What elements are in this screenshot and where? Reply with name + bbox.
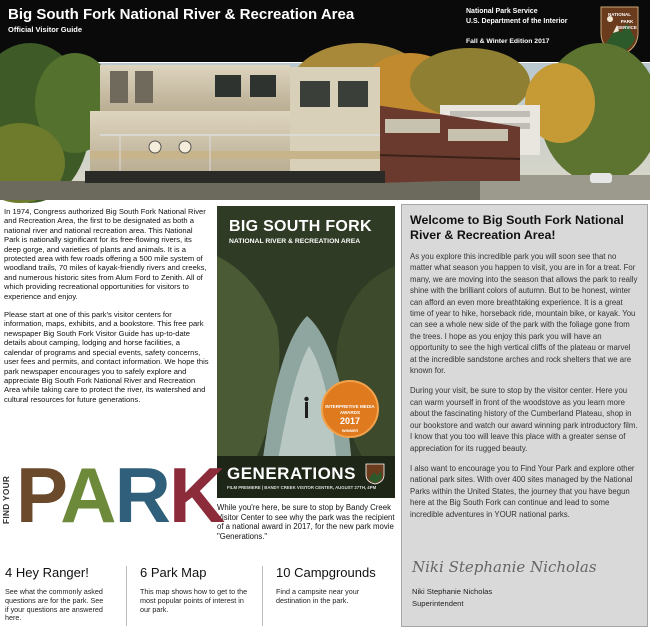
- superintendent-title: Superintendent: [412, 599, 464, 608]
- welcome-paragraph: As you explore this incredible park you will soon see that no matter what season you happen to visit, you are in for a treat. For many, we are moving into the season that allows the park to really shine with the brilliant colors of autumn. But to be honest, winter can afford an even more breathtaking experience. It is a great time of year to hike, horseback ride, mountain bike, or kayak. You can see a whole new side of the park with the foliage gone from the trees. I hope as you enjoy this park you will have an opportunity to see the high vertical cliffs of the plateau or marvel at the incredible sandstone arches and rock shelters that we are known for.: [410, 252, 638, 376]
- intro-text: [4, 207, 209, 413]
- poster-caption-note: While you're here, be sure to stop by Bandy Creek Visitor Center to see why the park was the recipient of a national award in 2017, for the new park movie "Generations.": [217, 503, 395, 541]
- find-your-park-logo: [0, 450, 224, 539]
- newspaper-subtitle: Official Visitor Guide: [8, 25, 83, 34]
- poster-subtitle: NATIONAL RIVER & RECREATION AREA: [229, 238, 361, 245]
- teaser-heading: 6 Park Map: [140, 565, 207, 580]
- agency-block: [466, 7, 568, 27]
- poster-title: BIG SOUTH FORK: [229, 218, 372, 235]
- film-title: GENERATIONS: [227, 464, 356, 483]
- teaser-description: Find a campsite near your destination in the park.: [276, 587, 360, 605]
- nps-arrowhead-icon: [365, 463, 385, 485]
- film-premiere-caption: FILM PREMIERE | BANDY CREEK VISITOR CENTER, AUGUST 27TH, 4PM: [227, 485, 377, 490]
- cave-illustration: [217, 206, 395, 498]
- welcome-paragraph: During your visit, be sure to stop by the visitor center. Here you can warm yourself in front of the woodstove as you learn more about the fascinating history of the Cumberland Plateau, shop in our bookstore and watch our award winning park introductory film. I know that you too will leave this place with a greater sense of appreciation for its rugged beauty.: [410, 386, 638, 453]
- welcome-paragraph: I also want to encourage you to Find Your Park and explore other national park sites. With over 400 sites managed by the National Parks within the United States, the journey that you have begun here at the Big South Fork can continue and lead to some incredible adventures in YOUR national parks.: [410, 463, 635, 519]
- teaser-hey-ranger[interactable]: [5, 565, 105, 623]
- teaser-divider: [126, 566, 127, 626]
- award-badge-year: 2017: [339, 416, 361, 426]
- welcome-title: Welcome to Big South Fork National River & Recreation Area!: [410, 213, 624, 242]
- department-name: U.S. Department of the Interior: [466, 18, 568, 25]
- teaser-campgrounds[interactable]: [276, 565, 398, 606]
- superintendent-name: Niki Stephanie Nicholas: [412, 587, 493, 596]
- intro-paragraph: In 1974, Congress authorized Big South Fork National River and Recreation Area, the first to be designated as both a national river and national recreation area. This National Park is nationally significant for its free-flowing rivers, its deep gorge, and varieties of plants and animals. It is a protected area with few roads offering a 500 mile system of woodland trails, 70 miles of kayak-friendly rivers and creeks, and numerous historic sites from Alum Ford to Zenith. All of which providing recreational opportunities for visitors to experience and enjoy.: [4, 207, 207, 301]
- award-badge: [321, 380, 379, 438]
- park-wordmark: PARK: [16, 451, 224, 539]
- generations-film-poster: [217, 206, 395, 498]
- logo-text-national: NATIONAL: [608, 12, 631, 17]
- hero-train-photo: [0, 63, 650, 200]
- newspaper-title: Big South Fork National River & Recreation Area: [8, 6, 355, 23]
- agency-name: National Park Service: [466, 8, 538, 15]
- award-badge-winner: WINNER: [341, 428, 359, 433]
- teaser-divider: [262, 566, 263, 626]
- superintendent-welcome-letter: [401, 204, 648, 627]
- teaser-heading: 4 Hey Ranger!: [5, 565, 89, 580]
- intro-paragraph: Please start at one of this park's visitor centers for information, maps, exhibits, and a bookstore. This free park newspaper Big South Fork Visitor Guide has up-to-date details about camping, lodging and horse facilities, a calendar of programs and special events, safety concerns, user fees and permits, and contact information. We hope this park newspaper encourages you to safely explore and appreciate Big South Fork National River and Recreation Area while taking care to protect the river, its watershed and cultural resources for future generations.: [4, 310, 209, 404]
- award-badge-label: INTERPRETIVE MEDIA AWARDS: [325, 404, 375, 415]
- handwritten-signature: Niki Stephanie Nicholas: [412, 558, 597, 576]
- logo-text-service: SERVICE: [617, 25, 637, 30]
- teaser-heading: 10 Campgrounds: [276, 565, 376, 580]
- logo-text-park: PARK: [620, 19, 634, 24]
- find-your-text: FIND YOUR: [1, 475, 11, 524]
- teaser-description: This map shows how to get to the most popular points of interest in our park.: [140, 587, 248, 614]
- teaser-park-map[interactable]: [140, 565, 250, 614]
- edition-label: Fall & Winter Edition 2017: [466, 38, 550, 45]
- teaser-description: See what the commonly asked questions are for the park. See if your questions are answered here.: [5, 587, 104, 623]
